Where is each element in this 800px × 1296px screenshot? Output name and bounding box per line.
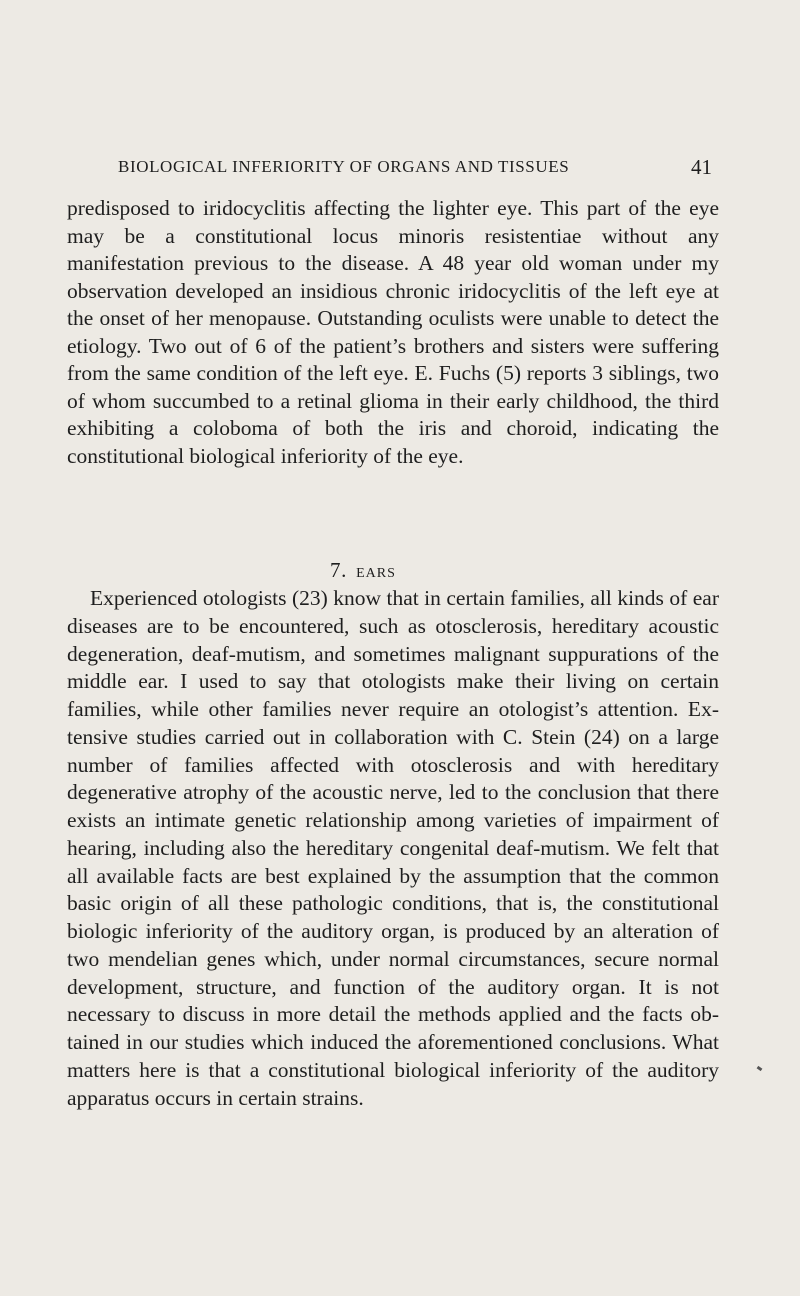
running-head	[70, 157, 716, 179]
margin-speck-mark	[757, 1066, 763, 1071]
section-heading-ears	[330, 558, 396, 583]
section-title: EARS	[356, 566, 396, 581]
section-number: 7.	[330, 558, 347, 582]
running-head-title: BIOLOGICAL INFERIORITY OF ORGANS AND TISSUES	[118, 157, 570, 176]
paragraph-eye: predisposed to iridocyclitis affecting the lighter eye. This part of the eye may be a constitutional locus minoris resistentiae without any manifestation previous to the disease. A 48 year old woman under my observation developed an insidious chronic iridocyclitis of the left eye at the onset of her menopause. Outstanding oculists were unable to detect the etiology. Two out of 6 of the patient’s brothers and sisters were suffering from the same condition of the left eye. E. Fuchs (5) reports 3 siblings, two of whom succumbed to a retinal glioma in their early childhood, the third exhibiting a coloboma of both the iris and choroid, indicating the constitutional biological inferiority of the eye.	[67, 196, 719, 468]
body-text-eye-section	[67, 195, 719, 470]
paragraph-ears: Experienced otologists (23) know that in certain families, all kinds of ear diseases are to be encountered, such as otosclerosis, hereditary acoustic degeneration, deaf-mutism, and sometimes malignant suppurations of the middle ear. I used to say that otologists make their living on certain families, while other families never require an otologist’s attention. Extensive studies carried out in collaboration with C. Stein (24) on a large number of families affected with otosclerosis and with hereditary degenerative atrophy of the acoustic nerve, led to the conclusion that there exists an intimate genetic relationship among varieties of impairment of hearing, including also the hereditary congenital deaf-mutism. We felt that all available facts are best explained by the assumption that the common basic origin of all these pathologic conditions, that is, the constitutional biologic inferiority of the auditory organ, is produced by an alteration of two mendelian genes which, under normal circumstances, secure normal development, structure, and function of the auditory organ. It is not necessary to discuss in more detail the methods applied and the facts obtained in our studies which induced the aforementioned conclusions. What matters here is that a constitutional biological inferiority of the auditory apparatus occurs in certain strains.	[67, 586, 719, 1110]
page-number: 41	[691, 155, 712, 179]
body-text-ears-section	[67, 585, 719, 1112]
